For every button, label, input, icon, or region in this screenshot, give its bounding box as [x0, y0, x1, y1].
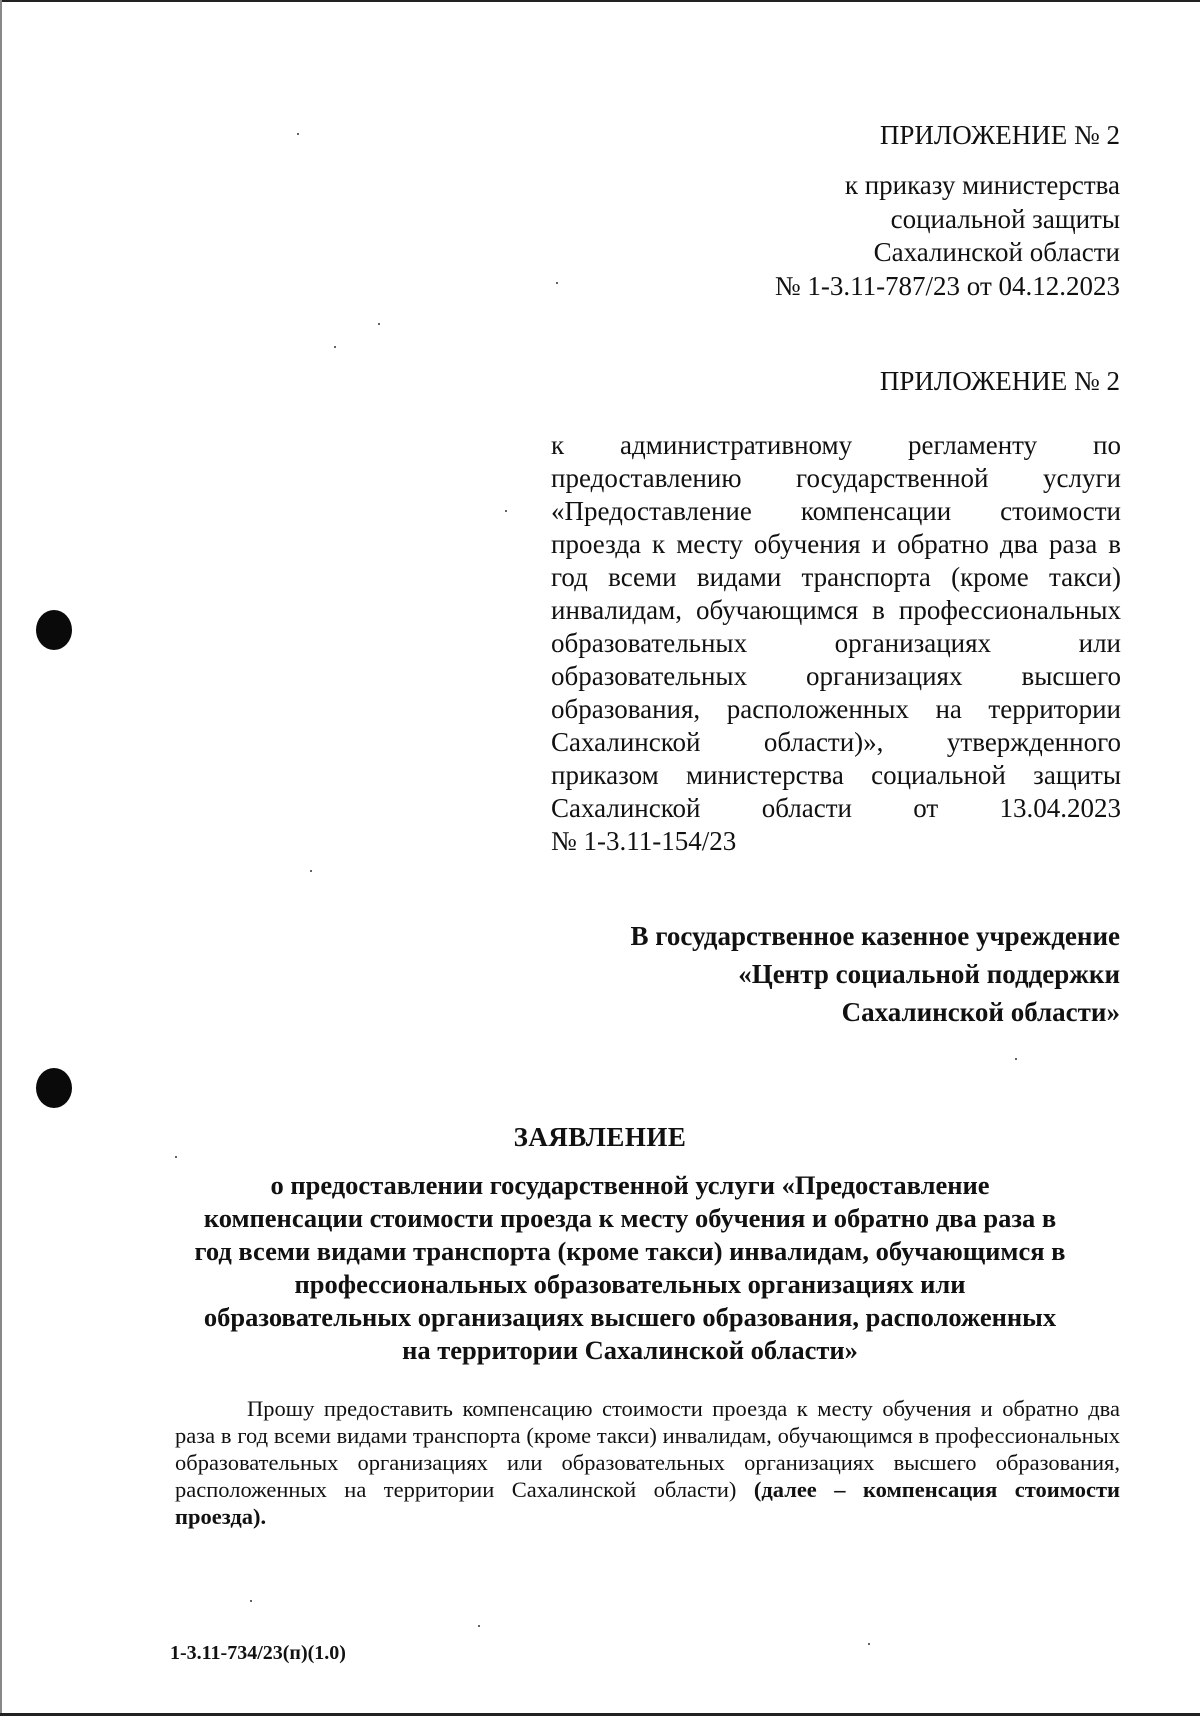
addressee-line: В государственное казенное учреждение	[630, 921, 1120, 951]
scan-speck	[505, 510, 507, 512]
subtitle-line: о предоставлении государственной услуги «Предоставление	[270, 1170, 990, 1200]
order-line: к приказу министерства	[844, 170, 1120, 200]
scan-edge-left	[0, 0, 2, 1716]
scan-speck	[334, 346, 336, 348]
punch-hole-lower	[36, 1068, 72, 1108]
scan-speck	[868, 1643, 870, 1645]
addressee-line: Сахалинской области»	[841, 997, 1120, 1027]
appendix-label-regulation: ПРИЛОЖЕНИЕ № 2	[879, 366, 1120, 396]
regulation-reference	[551, 429, 1121, 858]
appendix-label-order: ПРИЛОЖЕНИЕ № 2	[879, 120, 1120, 150]
scan-speck	[310, 870, 312, 872]
body-text: Прошу предоставить компенсацию стоимости проезда к месту обучения и обратно два раза в год всеми видами транспорта (кроме такси) инвалидам, обучающимся в профессиональных образовательных организациях или образовательных организациях высшего образования, расположенных на территории Сахалинской области)	[175, 1396, 1120, 1502]
application-subtitle	[170, 1169, 1090, 1367]
application-title: ЗАЯВЛЕНИЕ	[513, 1122, 687, 1152]
addressee-block	[631, 917, 1120, 1031]
scan-speck	[556, 282, 558, 284]
order-line: социальной защиты	[890, 203, 1120, 234]
subtitle-line: на территории Сахалинской области»	[402, 1335, 858, 1365]
regulation-text: к административному регламенту по предоставлению государственной услуги «Предоставление компенсации стоимости проезда к месту обучения и обратно два раза в год всеми видами транспорта (кроме такси) инвалидам, обучающимся в профессиональных образовательных организациях или образовательных организациях высшего образования, расположенных на территории Сахалинской области)», утвержденного приказом министерства социальной защиты Сахалинской области от 13.04.2023	[551, 430, 1121, 823]
punch-hole-upper	[36, 610, 72, 650]
scan-speck	[250, 1600, 252, 1602]
scan-speck	[378, 323, 380, 325]
body-bold-text: (далее – компенсация стоимости проезда).	[175, 1477, 1121, 1529]
subtitle-line: компенсации стоимости проезда к месту обучения и обратно два раза в	[203, 1203, 1057, 1233]
scan-edge-top	[0, 0, 1200, 2]
application-body	[175, 1395, 1120, 1530]
scan-speck	[175, 1156, 177, 1158]
subtitle-line: профессиональных образовательных организациях или	[294, 1269, 966, 1299]
scan-speck	[297, 133, 299, 135]
order-reference	[775, 169, 1120, 303]
order-line: Сахалинской области	[873, 237, 1120, 267]
scan-speck	[478, 1625, 480, 1627]
addressee-line: «Центр социальной поддержки	[738, 959, 1120, 989]
order-line: № 1-3.11-787/23 от 04.12.2023	[774, 270, 1120, 301]
regulation-number: № 1-3.11-154/23	[551, 826, 737, 856]
subtitle-line: год всеми видами транспорта (кроме такси) инвалидам, обучающимся в	[194, 1236, 1066, 1266]
scan-speck	[1015, 1058, 1017, 1060]
document-number: 1-3.11-734/23(п)(1.0)	[170, 1642, 346, 1664]
subtitle-line: образовательных организациях высшего образования, расположенных	[203, 1302, 1057, 1332]
